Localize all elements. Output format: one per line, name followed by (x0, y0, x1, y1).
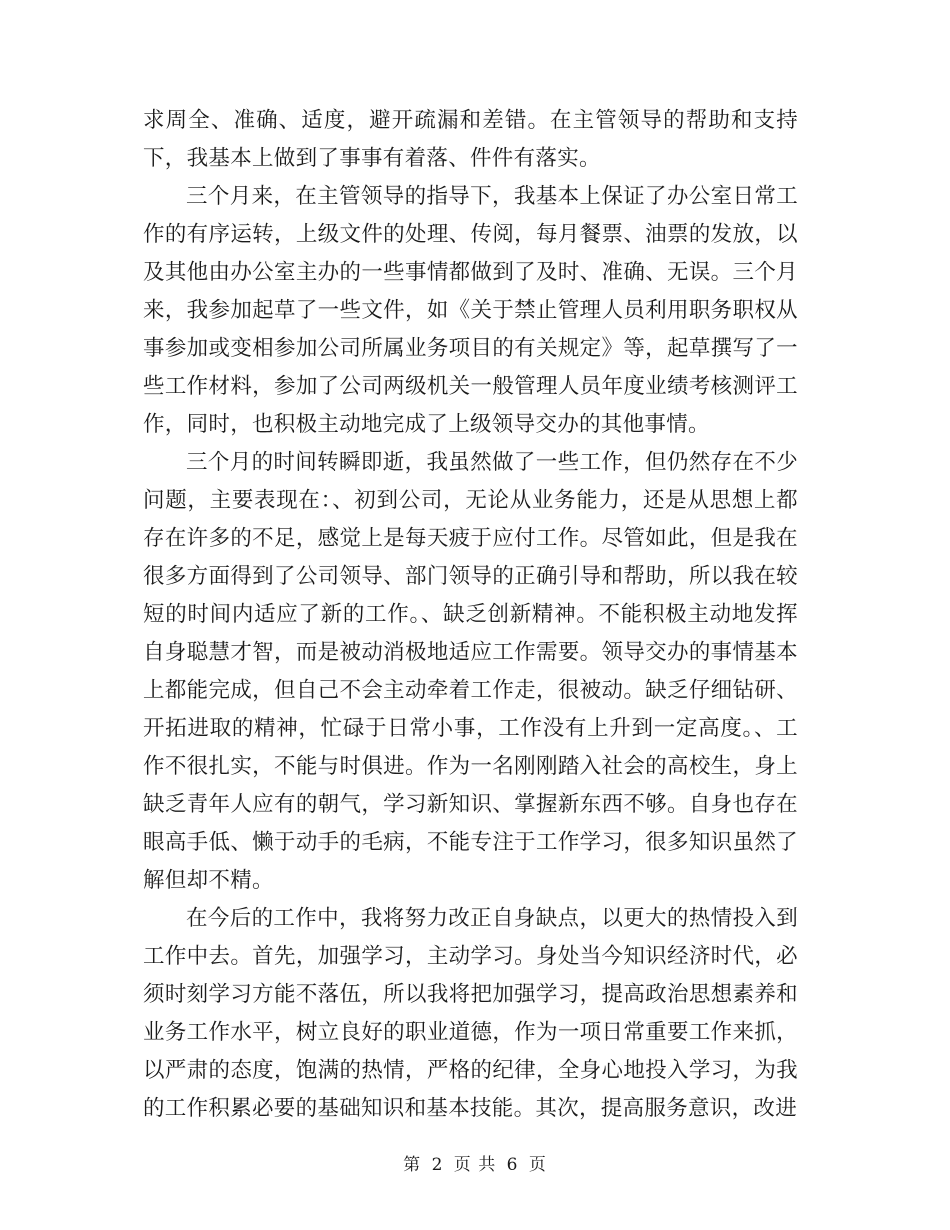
document-body (143, 102, 798, 1128)
paragraph-continuation: 求周全、准确、适度，避开疏漏和差错。在主管领导的帮助和支持下，我基本上做到了事事有着落、件件有落实。 (143, 108, 798, 171)
footer-suffix: 页 (528, 1155, 547, 1175)
footer-total-pages: 6 (506, 1155, 519, 1175)
paragraph-shortcomings: 三个月的时间转瞬即逝，我虽然做了一些工作，但仍然存在不少问题，主要表现在：、初到公司，无论从业务能力，还是从思想上都存在许多的不足，感觉上是每天疲于应付工作。尽管如此，但是我在很多方面得到了公司领导、部门领导的正确引导和帮助，所以我在较短的时间内适应了新的工作。、缺乏创新精神。不能积极主动地发挥自身聪慧才智，而是被动消极地适应工作需要。领导交办的事情基本上都能完成，但自己不会主动牵着工作走，很被动。缺乏仔细钻研、开拓进取的精神，忙碌于日常小事，工作没有上升到一定高度。、工作不很扎实，不能与时俱进。作为一名刚刚踏入社会的高校生，身上缺乏青年人应有的朝气，学习新知识、掌握新东西不够。自身也存在眼高手低、懒于动手的毛病，不能专注于工作学习，很多知识虽然了解但却不精。 (143, 450, 798, 893)
paragraph-work-summary: 三个月来，在主管领导的指导下，我基本上保证了办公室日常工作的有序运转，上级文件的处理、传阅，每月餐票、油票的发放，以及其他由办公室主办的一些事情都做到了及时、准确、无误。三个月来，我参加起草了一些文件，如《关于禁止管理人员利用职务职权从事参加或变相参加公司所属业务项目的有关规定》等，起草撰写了一些工作材料，参加了公司两级机关一般管理人员年度业绩考核测评工作，同时，也积极主动地完成了上级领导交办的其他事情。 (143, 184, 798, 437)
paragraph-future-plan: 在今后的工作中，我将努力改正自身缺点，以更大的热情投入到工作中去。首先，加强学习，主动学习。身处当今知识经济时代，必须时刻学习方能不落伍，所以我将把加强学习，提高政治思想素养和业务工作水平，树立良好的职业道德，作为一项日常重要工作来抓，以严肃的态度，饱满的热情，严格的纪律，全身心地投入学习，为我的工作积累必要的基础知识和基本技能。其次，提高服务意识，改进 (143, 906, 798, 1121)
footer-page-number: 2 (431, 1155, 444, 1175)
footer-prefix: 第 (403, 1155, 422, 1175)
page-footer (0, 1150, 950, 1175)
footer-middle: 页 共 (453, 1155, 497, 1175)
